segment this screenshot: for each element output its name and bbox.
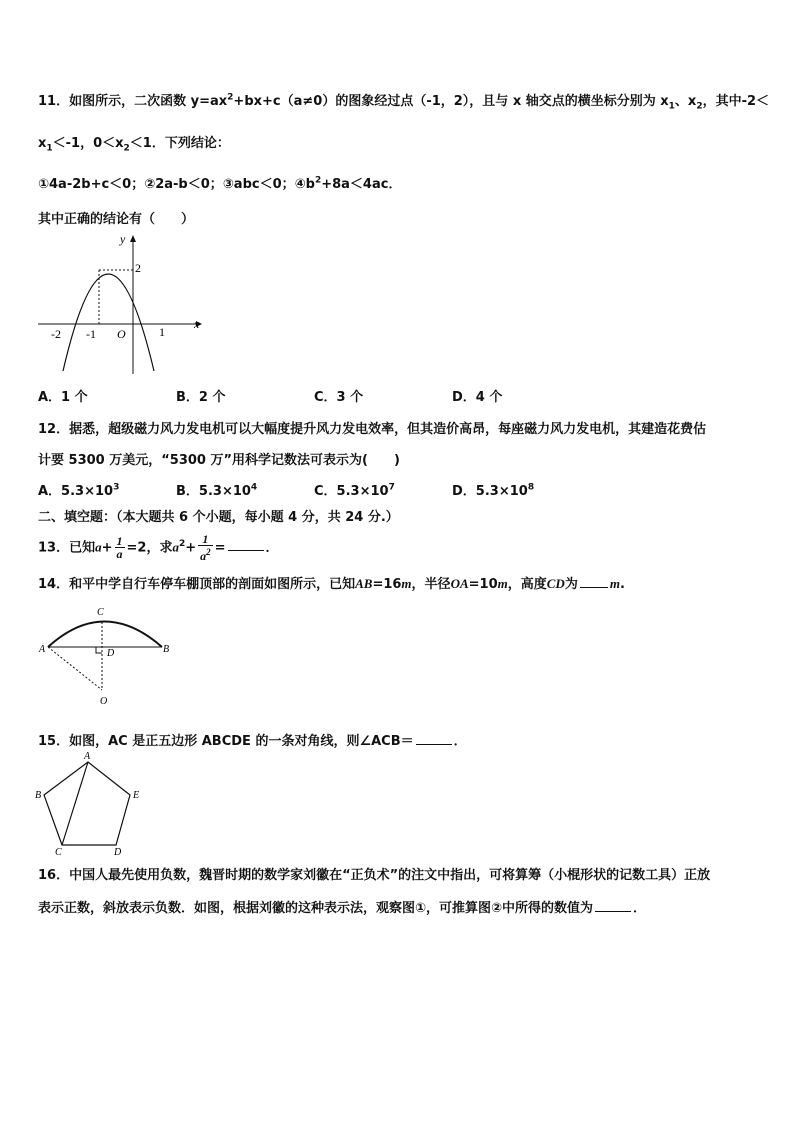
q15-pentagon-diagram bbox=[34, 750, 146, 856]
diagonal-AC bbox=[62, 762, 88, 845]
label-C: C bbox=[97, 607, 104, 618]
label-A: A bbox=[39, 644, 46, 655]
tick-2: 2 bbox=[135, 261, 141, 275]
tick-minus2: -2 bbox=[51, 327, 61, 341]
label-O: O bbox=[100, 696, 108, 707]
tick-minus1: -1 bbox=[86, 327, 96, 341]
q11-option-b: B．2 个 bbox=[176, 390, 226, 405]
q11-option-d: D．4 个 bbox=[452, 390, 503, 405]
q12-line1: 12．据悉，超级磁力风力发电机可以大幅度提升风力发电效率，但其造价高昂，每座磁力风力发电机，其建造花费估 bbox=[38, 422, 707, 437]
label-B: B bbox=[35, 790, 42, 801]
q11-parabola-graph bbox=[36, 228, 208, 376]
q15-line: 15．如图，AC 是正五边形 ABCDE 的一条对角线，则∠ACB＝ ． bbox=[38, 734, 467, 749]
q12-option-a: A．$5.3\times 10^3$ bbox=[38, 482, 120, 499]
answer-blank[interactable] bbox=[595, 899, 631, 912]
y-label: y bbox=[120, 232, 126, 246]
q16-line2: 表示正数，斜放表示负数．如图，根据刘徽的这种表示法，观察图①，可推算图②中所得的数值为 ． bbox=[38, 901, 647, 916]
answer-blank[interactable] bbox=[416, 732, 452, 745]
fraction-1-over-a: $\frac{1}{a}$ bbox=[116, 534, 123, 562]
q11-option-a: A．1 个 bbox=[38, 390, 88, 405]
y-arrow-icon bbox=[130, 235, 136, 242]
q11-line3: ①4a-2b+c＜0；②2a-b＜0；③abc＜0；$④b^2+8a<4ac$． bbox=[38, 175, 402, 192]
label-D: D bbox=[107, 648, 115, 659]
q14-arc-diagram bbox=[36, 600, 176, 710]
answer-blank[interactable] bbox=[228, 538, 264, 551]
x-label: x bbox=[194, 317, 200, 331]
q12-line2: 计要 5300 万美元，“5300 万”用科学记数法可表示为( ) bbox=[38, 453, 400, 468]
answer-blank[interactable] bbox=[580, 575, 608, 588]
label-A: A bbox=[84, 751, 91, 762]
arc-ACB bbox=[48, 622, 162, 648]
q12-option-b: B．$5.3\times 10^4$ bbox=[176, 482, 258, 499]
q11-line1: 11．如图所示，二次函数 $y=ax^2+bx+c(a\ne 0)$的图象经过点（-1，2），且与 x 轴交点的横坐标分别为 $x_1$、$x_2$，其中-2＜ bbox=[38, 92, 770, 112]
label-B: B bbox=[163, 644, 170, 655]
q16-line1: 16．中国人最先使用负数，魏晋时期的数学家刘徽在“正负术”的注文中指出，可将算筹（小棍形状的记数工具）正放 bbox=[38, 868, 711, 883]
pentagon-ABCDE bbox=[44, 762, 130, 845]
fraction-1-over-a2: $\frac{1}{a^2}$ bbox=[200, 532, 211, 564]
q13-line: 13．已知a+ $\frac{1}{a}$ =2，求$a^2+$ $\frac{1}{a^2}$ = ． bbox=[38, 532, 279, 564]
segment-AO bbox=[48, 647, 102, 690]
q14-line: 14．和平中学自行车停车棚顶部的剖面如图所示，已知AB=16m，半径OA=10m，高度CD为 m. bbox=[38, 576, 625, 592]
section2-heading: 二、填空题：（本大题共 6 个小题，每小题 4 分，共 24 分.） bbox=[38, 510, 399, 525]
q11-line4: 其中正确的结论有（ ） bbox=[38, 212, 195, 227]
q11-option-c: C．3 个 bbox=[314, 390, 364, 405]
label-E: E bbox=[133, 790, 140, 801]
q11-line2: $x_1<-1$，$0<x_2<1$．下列结论： bbox=[38, 136, 230, 154]
parabola-curve bbox=[63, 274, 154, 371]
q12-option-c: C．$5.3\times 10^7$ bbox=[314, 482, 395, 499]
label-D: D bbox=[114, 847, 122, 856]
right-angle-mark bbox=[96, 647, 102, 653]
tick-1: 1 bbox=[159, 325, 165, 339]
origin-label: O bbox=[117, 327, 126, 341]
q12-option-d: D．$5.3\times 10^8$ bbox=[452, 482, 535, 499]
label-C: C bbox=[55, 847, 62, 856]
